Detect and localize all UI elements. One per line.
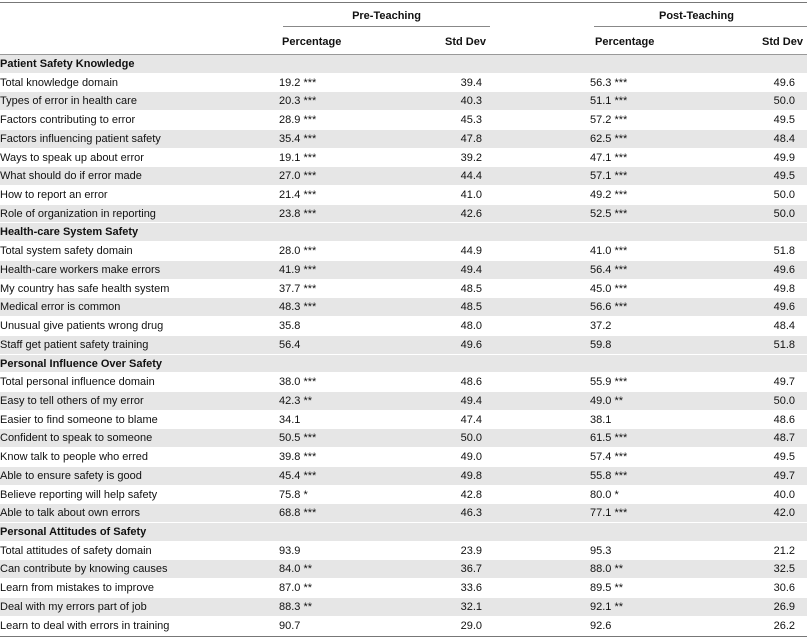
pre-percentage-cell: 20.3 *** bbox=[279, 95, 317, 108]
pre-percentage-cell: 45.4 *** bbox=[279, 469, 317, 482]
post-percentage-cell: 92.6 bbox=[590, 619, 612, 632]
section-title: Health-care System Safety bbox=[0, 226, 139, 239]
table-row bbox=[0, 448, 807, 467]
row-label: Confident to speak to someone bbox=[0, 432, 153, 445]
row-label: Ways to speak up about error bbox=[0, 151, 144, 164]
pre-stddev-cell: 39.2 bbox=[460, 151, 482, 164]
pre-stddev-cell: 49.6 bbox=[460, 338, 482, 351]
post-percentage-cell: 89.5 ** bbox=[590, 582, 624, 595]
row-label: Able to talk about own errors bbox=[0, 507, 141, 520]
table-row bbox=[0, 429, 807, 448]
post-stddev-cell: 30.6 bbox=[773, 582, 795, 595]
pre-stddev-cell: 49.8 bbox=[460, 469, 482, 482]
table-row bbox=[0, 373, 807, 392]
row-label: Unusual give patients wrong drug bbox=[0, 320, 164, 333]
post-stddev-cell: 48.7 bbox=[773, 432, 795, 445]
table-row bbox=[0, 598, 807, 617]
pre-percentage-cell: 28.0 *** bbox=[279, 245, 317, 258]
post-stddev-cell: 49.6 bbox=[773, 263, 795, 276]
post-stddev-cell: 49.7 bbox=[773, 376, 795, 389]
row-label: Able to ensure safety is good bbox=[0, 469, 142, 482]
pre-teaching-rule bbox=[283, 26, 490, 27]
post-percentage-cell: 47.1 *** bbox=[590, 151, 628, 164]
post-percentage-cell: 77.1 *** bbox=[590, 507, 628, 520]
pre-stddev-header: Std Dev bbox=[445, 36, 486, 48]
pre-stddev-cell: 48.5 bbox=[460, 301, 482, 314]
section-header-row bbox=[0, 355, 807, 374]
pre-stddev-cell: 44.4 bbox=[460, 170, 482, 183]
post-percentage-cell: 41.0 *** bbox=[590, 245, 628, 258]
pre-stddev-cell: 48.5 bbox=[460, 282, 482, 295]
post-stddev-cell: 48.4 bbox=[773, 132, 795, 145]
pre-stddev-cell: 46.3 bbox=[460, 507, 482, 520]
pre-percentage-cell: 28.9 *** bbox=[279, 114, 317, 127]
table-top-rule bbox=[0, 2, 807, 3]
table-row bbox=[0, 130, 807, 149]
post-percentage-cell: 57.1 *** bbox=[590, 170, 628, 183]
pre-stddev-cell: 49.4 bbox=[460, 394, 482, 407]
table-row bbox=[0, 92, 807, 111]
post-teaching-label: Post-Teaching bbox=[659, 10, 734, 22]
post-percentage-cell: 62.5 *** bbox=[590, 132, 628, 145]
table-row bbox=[0, 486, 807, 505]
row-label: Easier to find someone to blame bbox=[0, 413, 158, 426]
post-stddev-cell: 51.8 bbox=[773, 245, 795, 258]
pre-percentage-cell: 34.1 bbox=[279, 413, 301, 426]
post-percentage-cell: 57.4 *** bbox=[590, 451, 628, 464]
post-percentage-cell: 80.0 * bbox=[590, 488, 619, 501]
pre-stddev-cell: 45.3 bbox=[460, 114, 482, 127]
pre-percentage-cell: 93.9 bbox=[279, 544, 301, 557]
table-row bbox=[0, 280, 807, 299]
post-percentage-cell: 56.4 *** bbox=[590, 263, 628, 276]
table-row bbox=[0, 167, 807, 186]
post-percentage-header: Percentage bbox=[595, 36, 655, 48]
post-percentage-cell: 38.1 bbox=[590, 413, 612, 426]
table-row bbox=[0, 392, 807, 411]
post-percentage-cell: 88.0 ** bbox=[590, 563, 624, 576]
table-bottom-rule bbox=[0, 636, 807, 637]
table-row bbox=[0, 261, 807, 280]
row-label: Total attitudes of safety domain bbox=[0, 544, 152, 557]
pre-percentage-cell: 88.3 ** bbox=[279, 600, 313, 613]
post-percentage-cell: 37.2 bbox=[590, 320, 612, 333]
pre-stddev-cell: 40.3 bbox=[460, 95, 482, 108]
row-label: Role of organization in reporting bbox=[0, 207, 156, 220]
pre-stddev-cell: 23.9 bbox=[460, 544, 482, 557]
section-header-row bbox=[0, 223, 807, 242]
post-stddev-cell: 21.2 bbox=[773, 544, 795, 557]
post-stddev-cell: 49.9 bbox=[773, 151, 795, 164]
pre-percentage-cell: 21.4 *** bbox=[279, 189, 317, 202]
pre-percentage-cell: 68.8 *** bbox=[279, 507, 317, 520]
post-stddev-cell: 49.5 bbox=[773, 170, 795, 183]
row-label: Factors contributing to error bbox=[0, 114, 136, 127]
pre-stddev-cell: 32.1 bbox=[460, 600, 482, 613]
row-label: Total personal influence domain bbox=[0, 376, 155, 389]
post-stddev-cell: 49.5 bbox=[773, 114, 795, 127]
table-row bbox=[0, 111, 807, 130]
pre-stddev-cell: 33.6 bbox=[460, 582, 482, 595]
table-row bbox=[0, 411, 807, 430]
post-percentage-cell: 92.1 ** bbox=[590, 600, 624, 613]
pre-percentage-cell: 23.8 *** bbox=[279, 207, 317, 220]
pre-percentage-cell: 50.5 *** bbox=[279, 432, 317, 445]
row-label: Medical error is common bbox=[0, 301, 121, 314]
post-stddev-cell: 40.0 bbox=[773, 488, 795, 501]
post-stddev-cell: 49.8 bbox=[773, 282, 795, 295]
pre-percentage-cell: 35.8 bbox=[279, 320, 301, 333]
row-label: Know talk to people who erred bbox=[0, 451, 148, 464]
table-row bbox=[0, 579, 807, 598]
post-percentage-cell: 56.3 *** bbox=[590, 76, 628, 89]
post-stddev-cell: 26.9 bbox=[773, 600, 795, 613]
row-label: What should do if error made bbox=[0, 170, 142, 183]
row-label: Total knowledge domain bbox=[0, 76, 119, 89]
post-percentage-cell: 51.1 *** bbox=[590, 95, 628, 108]
section-header-row bbox=[0, 523, 807, 542]
post-stddev-cell: 32.5 bbox=[773, 563, 795, 576]
post-percentage-cell: 55.8 *** bbox=[590, 469, 628, 482]
table-row bbox=[0, 242, 807, 261]
table-row bbox=[0, 336, 807, 355]
post-percentage-cell: 52.5 *** bbox=[590, 207, 628, 220]
post-stddev-cell: 50.0 bbox=[773, 95, 795, 108]
section-title: Personal Attitudes of Safety bbox=[0, 525, 147, 538]
post-stddev-cell: 49.6 bbox=[773, 76, 795, 89]
row-label: Total system safety domain bbox=[0, 245, 133, 258]
post-teaching-rule bbox=[594, 26, 807, 27]
pre-percentage-cell: 56.4 bbox=[279, 338, 301, 351]
pre-percentage-cell: 39.8 *** bbox=[279, 451, 317, 464]
table-row bbox=[0, 504, 807, 523]
post-percentage-cell: 95.3 bbox=[590, 544, 612, 557]
post-stddev-cell: 42.0 bbox=[773, 507, 795, 520]
post-teaching-group-header bbox=[624, 10, 769, 22]
pre-percentage-cell: 35.4 *** bbox=[279, 132, 317, 145]
post-stddev-cell: 49.5 bbox=[773, 451, 795, 464]
post-stddev-cell: 50.0 bbox=[773, 189, 795, 202]
pre-percentage-cell: 84.0 ** bbox=[279, 563, 313, 576]
pre-percentage-cell: 27.0 *** bbox=[279, 170, 317, 183]
row-label: Can contribute by knowing causes bbox=[0, 563, 168, 576]
post-stddev-cell: 49.6 bbox=[773, 301, 795, 314]
row-label: Learn from mistakes to improve bbox=[0, 582, 155, 595]
pre-stddev-cell: 50.0 bbox=[460, 432, 482, 445]
row-label: Deal with my errors part of job bbox=[0, 600, 147, 613]
post-percentage-cell: 61.5 *** bbox=[590, 432, 628, 445]
post-stddev-header: Std Dev bbox=[762, 36, 803, 48]
table-row bbox=[0, 617, 807, 636]
pre-percentage-cell: 48.3 *** bbox=[279, 301, 317, 314]
table-row bbox=[0, 74, 807, 93]
post-percentage-cell: 56.6 *** bbox=[590, 301, 628, 314]
pre-percentage-cell: 19.2 *** bbox=[279, 76, 317, 89]
row-label: Health-care workers make errors bbox=[0, 263, 161, 276]
post-stddev-cell: 51.8 bbox=[773, 338, 795, 351]
table-row bbox=[0, 186, 807, 205]
table-row bbox=[0, 317, 807, 336]
pre-teaching-group-header bbox=[314, 10, 459, 22]
row-label: Staff get patient safety training bbox=[0, 338, 149, 351]
table-row bbox=[0, 298, 807, 317]
section-header-row bbox=[0, 55, 807, 74]
table-row bbox=[0, 560, 807, 579]
post-percentage-cell: 55.9 *** bbox=[590, 376, 628, 389]
table-row bbox=[0, 467, 807, 486]
pre-stddev-cell: 49.4 bbox=[460, 263, 482, 276]
pre-percentage-cell: 41.9 *** bbox=[279, 263, 317, 276]
pre-percentage-cell: 87.0 ** bbox=[279, 582, 313, 595]
row-label: Easy to tell others of my error bbox=[0, 394, 144, 407]
pre-stddev-cell: 42.6 bbox=[460, 207, 482, 220]
table-body bbox=[0, 55, 807, 635]
post-stddev-cell: 48.4 bbox=[773, 320, 795, 333]
pre-stddev-cell: 39.4 bbox=[460, 76, 482, 89]
post-stddev-cell: 26.2 bbox=[773, 619, 795, 632]
pre-stddev-cell: 47.8 bbox=[460, 132, 482, 145]
pre-stddev-cell: 49.0 bbox=[460, 451, 482, 464]
pre-stddev-cell: 44.9 bbox=[460, 245, 482, 258]
post-percentage-cell: 59.8 bbox=[590, 338, 612, 351]
table-row bbox=[0, 542, 807, 561]
table-row bbox=[0, 149, 807, 168]
post-percentage-cell: 57.2 *** bbox=[590, 114, 628, 127]
row-label: Types of error in health care bbox=[0, 95, 137, 108]
pre-percentage-cell: 37.7 *** bbox=[279, 282, 317, 295]
post-stddev-cell: 48.6 bbox=[773, 413, 795, 426]
post-stddev-cell: 50.0 bbox=[773, 207, 795, 220]
pre-percentage-cell: 38.0 *** bbox=[279, 376, 317, 389]
row-label: Learn to deal with errors in training bbox=[0, 619, 170, 632]
pre-percentage-cell: 90.7 bbox=[279, 619, 301, 632]
pre-percentage-cell: 19.1 *** bbox=[279, 151, 317, 164]
row-label: Believe reporting will help safety bbox=[0, 488, 158, 501]
section-title: Patient Safety Knowledge bbox=[0, 58, 135, 70]
row-label: My country has safe health system bbox=[0, 282, 170, 295]
pre-percentage-header: Percentage bbox=[282, 36, 342, 48]
pre-stddev-cell: 47.4 bbox=[460, 413, 482, 426]
section-title: Personal Influence Over Safety bbox=[0, 357, 163, 370]
row-label: Factors influencing patient safety bbox=[0, 132, 161, 145]
post-stddev-cell: 50.0 bbox=[773, 394, 795, 407]
pre-stddev-cell: 41.0 bbox=[460, 189, 482, 202]
row-label: How to report an error bbox=[0, 189, 108, 202]
pre-stddev-cell: 48.6 bbox=[460, 376, 482, 389]
pre-percentage-cell: 42.3 ** bbox=[279, 394, 313, 407]
pre-stddev-cell: 42.8 bbox=[460, 488, 482, 501]
post-percentage-cell: 49.0 ** bbox=[590, 394, 624, 407]
post-percentage-cell: 49.2 *** bbox=[590, 189, 628, 202]
table-row bbox=[0, 205, 807, 224]
pre-stddev-cell: 36.7 bbox=[460, 563, 482, 576]
post-percentage-cell: 45.0 *** bbox=[590, 282, 628, 295]
pre-percentage-cell: 75.8 * bbox=[279, 488, 308, 501]
pre-stddev-cell: 29.0 bbox=[460, 619, 482, 632]
pre-stddev-cell: 48.0 bbox=[460, 320, 482, 333]
pre-teaching-label: Pre-Teaching bbox=[352, 10, 421, 22]
post-stddev-cell: 49.7 bbox=[773, 469, 795, 482]
